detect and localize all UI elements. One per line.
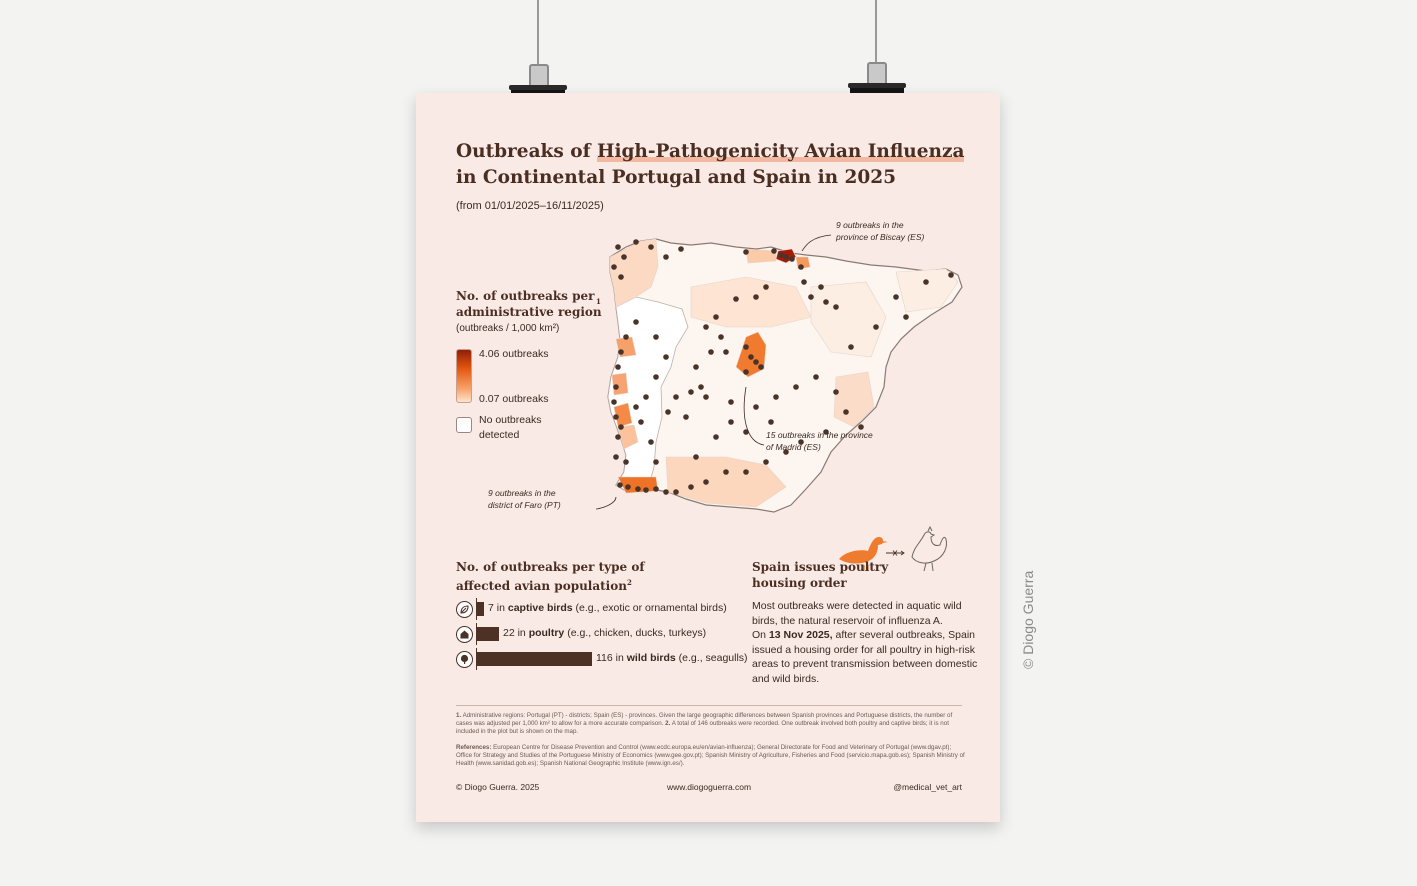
spain-title: Spain issues poultry housing order: [752, 560, 889, 590]
annotation-madrid: 15 outbreaks in the province of Madrid (ES): [766, 430, 873, 452]
outbreak-marker: [743, 249, 749, 255]
bar-label-captive-bold: captive birds: [507, 602, 573, 614]
rooster-icon: [912, 527, 947, 571]
title-prefix: Outbreaks of: [456, 141, 597, 162]
outbreak-marker: [688, 389, 694, 395]
outbreak-marker: [618, 424, 624, 430]
annotation-biscay: 9 outbreaks in the province of Biscay (ES): [836, 220, 925, 242]
outbreak-marker: [713, 434, 719, 440]
footnote-2: A total of 146 outbreaks were recorded. One outbreak involved both poultry and captive birds; it is not included in the plot but is shown on the map.: [456, 720, 949, 735]
outbreak-marker: [665, 409, 671, 415]
outbreak-marker: [733, 296, 739, 302]
types-title-text: No. of outbreaks per type of affected avian population: [456, 560, 645, 593]
outbreak-marker: [893, 294, 899, 300]
bar-label-captive-post: (e.g., exotic or ornamental birds): [572, 602, 727, 614]
bar-label-poultry: [503, 627, 706, 639]
outbreak-marker: [613, 414, 619, 420]
outbreak-marker: [663, 254, 669, 260]
outbreak-marker: [728, 419, 734, 425]
outbreak-marker: [833, 389, 839, 395]
footnote-2-num: 2.: [665, 720, 671, 727]
footnote-notes: [456, 712, 966, 736]
outbreak-marker: [621, 254, 627, 260]
bar-label-captive-pre: 7 in: [488, 602, 508, 614]
footnote-divider: [456, 705, 962, 706]
legend-min: 0.07 outbreaks: [479, 393, 549, 405]
spain-p1: Most outbreaks were detected in aquatic wild birds, the natural reservoir of influenza A.: [752, 600, 962, 627]
references-text: European Centre for Disease Prevention and Control (www.ecdc.europa.eu/en/avian-influenza); General Directorate for Food and Veterinary of Portugal (www.dgav.pt); Office for Strategy and Studies of the Portuguese Ministry of Economics (www.gee.gov.pt); Spanish Ministry of Agriculture, Fisheries and Food (servicio.mapa.gob.es); Spanish Ministry of Health (www.sanidad.gob.es); Spanish National Geographic Institute (www.ign.es/).: [456, 744, 965, 767]
house-icon: [456, 626, 473, 643]
bar-wild: [477, 652, 592, 666]
bar-label-wild-bold: wild birds: [626, 652, 676, 664]
no-transmission-arrow-icon: [886, 551, 904, 556]
bottom-copyright: © Diogo Guerra. 2025: [456, 782, 540, 792]
outbreak-marker: [808, 294, 814, 300]
region-leiria: [612, 373, 628, 395]
outbreak-marker: [613, 454, 619, 460]
outbreak-marker: [615, 434, 621, 440]
region-valencia: [834, 372, 874, 427]
outbreak-marker: [611, 264, 617, 270]
outbreak-marker: [653, 486, 659, 492]
outbreak-marker: [723, 349, 729, 355]
leaf-icon: [456, 601, 473, 618]
outbreak-marker: [728, 399, 734, 405]
outbreak-marker: [813, 374, 819, 380]
outbreak-marker: [615, 364, 621, 370]
outbreak-marker: [703, 394, 709, 400]
photo-credit: © Diogo Guerra: [1020, 570, 1036, 669]
outbreak-marker: [948, 272, 954, 278]
legend-none-label: No outbreaks detected: [479, 414, 542, 441]
title-highlight: High-Pathogenicity Avian Influenza: [596, 141, 965, 162]
footnote-1: Administrative regions: Portugal (PT) - districts; Spain (ES) - provinces. Given the large geographic differences between Spanish provinces and Portuguese districts, the number of cases was adjusted per 1,000 km² to allow for a more accurate comparison.: [456, 712, 953, 727]
outbreak-marker: [663, 354, 669, 360]
outbreak-marker: [753, 294, 759, 300]
spain-p2-date: 13 Nov 2025,: [768, 629, 833, 641]
outbreak-marker: [703, 324, 709, 330]
outbreak-marker: [873, 324, 879, 330]
outbreak-marker: [688, 484, 694, 490]
outbreak-marker: [768, 419, 774, 425]
legend-sup: 1: [596, 297, 601, 306]
legend-none-swatch: [456, 417, 472, 433]
outbreak-marker: [763, 459, 769, 465]
outbreak-marker: [638, 419, 644, 425]
spain-paragraph: [752, 599, 982, 686]
outbreak-marker: [763, 284, 769, 290]
outbreak-marker: [635, 486, 641, 492]
bottom-website[interactable]: www.diogoguerra.com: [667, 782, 752, 792]
outbreak-marker: [673, 394, 679, 400]
outbreak-marker: [771, 248, 777, 254]
spain-p2-pre: On: [752, 629, 769, 641]
outbreak-marker: [773, 394, 779, 400]
outbreak-marker: [783, 254, 789, 260]
bar-label-poultry-pre: 22 in: [503, 627, 529, 639]
outbreak-marker: [633, 404, 639, 410]
outbreak-marker: [633, 319, 639, 325]
outbreak-marker: [753, 404, 759, 410]
footnote-1-num: 1.: [456, 712, 462, 719]
outbreak-marker: [623, 459, 629, 465]
outbreak-marker: [648, 244, 654, 250]
legend-unit: (outbreaks / 1,000 km²): [456, 323, 560, 334]
bar-label-captive: [488, 602, 727, 614]
outbreak-marker: [743, 344, 749, 350]
outbreak-marker: [753, 359, 759, 365]
references-label: References:: [456, 744, 492, 751]
legend-color-scale: [456, 349, 472, 403]
outbreak-marker: [743, 369, 749, 375]
outbreak-marker: [617, 482, 623, 488]
outbreak-marker: [708, 349, 714, 355]
bar-captive: [477, 602, 484, 616]
bar-label-wild-post: (e.g., seagulls): [675, 652, 748, 664]
legend-title-text: No. of outbreaks per administrative region: [456, 289, 602, 319]
hanging-wire-left: [537, 0, 539, 70]
outbreak-marker: [818, 284, 824, 290]
outbreak-marker: [643, 394, 649, 400]
outbreak-marker: [615, 244, 621, 250]
types-title-sup: 2: [626, 578, 632, 587]
outbreak-marker: [653, 334, 659, 340]
outbreak-marker: [611, 399, 617, 405]
outbreak-marker: [693, 454, 699, 460]
outbreak-marker: [648, 439, 654, 445]
spain-p2-post: after several outbreaks, Spain issued a housing order for all poultry in high-risk areas to prevent transmission between domestic and wild birds.: [752, 629, 978, 685]
outbreak-marker: [683, 414, 689, 420]
outbreak-marker: [823, 299, 829, 305]
tree-icon: [456, 651, 473, 668]
outbreak-marker: [743, 469, 749, 475]
bottom-handle[interactable]: @medical_vet_art: [893, 782, 962, 792]
outbreak-marker: [623, 334, 629, 340]
outbreak-marker: [843, 409, 849, 415]
outbreak-marker: [703, 479, 709, 485]
outbreak-marker: [793, 384, 799, 390]
outbreak-marker: [713, 314, 719, 320]
outbreak-marker: [801, 279, 807, 285]
poster: [416, 93, 1000, 822]
outbreak-marker: [748, 354, 754, 360]
outbreak-marker: [758, 364, 764, 370]
outbreak-marker: [673, 489, 679, 495]
outbreak-marker: [633, 239, 639, 245]
annotation-arrow-faro: [596, 497, 616, 510]
bar-label-poultry-bold: poultry: [528, 627, 565, 639]
bar-poultry: [477, 627, 499, 641]
types-title: [456, 559, 656, 594]
hanging-wire-right: [875, 0, 877, 70]
footnote-references: [456, 744, 966, 768]
outbreak-marker: [923, 279, 929, 285]
legend-max: 4.06 outbreaks: [479, 348, 549, 360]
bar-label-poultry-post: (e.g., chicken, ducks, turkeys): [564, 627, 707, 639]
outbreak-marker: [698, 384, 704, 390]
bar-label-wild: [596, 652, 748, 664]
outbreak-marker: [718, 334, 724, 340]
outbreak-marker: [653, 374, 659, 380]
outbreak-marker: [625, 484, 631, 490]
outbreak-marker: [613, 384, 619, 390]
annotation-faro: 9 outbreaks in the district of Faro (PT): [488, 488, 561, 510]
outbreak-marker: [678, 246, 684, 252]
outbreak-marker: [789, 256, 795, 262]
outbreak-marker: [798, 264, 804, 270]
outbreak-marker: [903, 314, 909, 320]
annotation-arrow-biscay: [802, 235, 831, 251]
iberia-map: [596, 227, 968, 552]
outbreak-marker: [618, 349, 624, 355]
outbreak-marker: [778, 252, 784, 258]
outbreak-marker: [848, 344, 854, 350]
outbreak-marker: [833, 304, 839, 310]
bar-label-wild-pre: 116 in: [596, 652, 627, 664]
outbreak-marker: [643, 487, 649, 493]
poster-title: [456, 139, 976, 191]
outbreak-marker: [693, 364, 699, 370]
outbreak-marker: [653, 459, 659, 465]
subtitle-date-range: (from 01/01/2025–16/11/2025): [456, 200, 604, 212]
outbreak-marker: [663, 489, 669, 495]
outbreak-marker: [723, 469, 729, 475]
legend-title: [456, 288, 606, 320]
title-line-2: in Continental Portugal and Spain in 2025: [456, 167, 896, 188]
outbreak-marker: [618, 274, 624, 280]
